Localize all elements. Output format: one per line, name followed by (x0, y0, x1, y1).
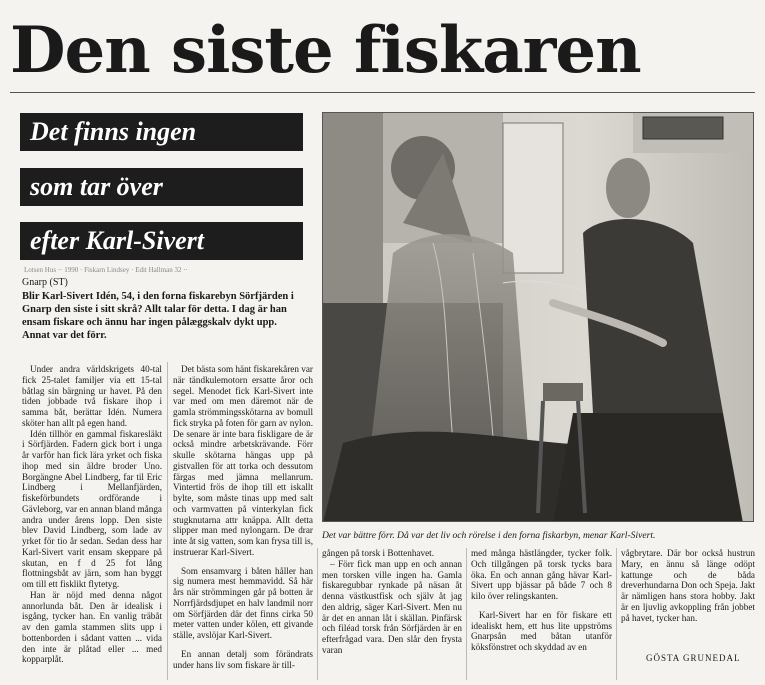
photo-fisherman-net-icon (323, 113, 754, 522)
paragraph: med många hästlängder, tycker folk. Och tillgången på torsk tycks bara öka. En och annan gång hävar Karl-Sivert upp bjässar på både 7 och 8 kilo över relingskanten. (471, 548, 612, 601)
paragraph: Karl-Sivert har en för fiskare ett idealiskt hem, ett hus lite uppströms Gnarpsån med båtan utanför köksfönstret och skyddad av en (471, 609, 612, 652)
photo-fisherman-net (322, 112, 754, 522)
subheadline-line-2: som tar över (20, 168, 303, 206)
paragraph: vågbrytare. Där bor också hustrun Mary, en ännu så länge odöpt kattunge och de båda dreverhundarna Don och Speja. Jakt är nämligen hans stora hobby. Jakt är en ljuvlig avkoppling från jobbet på havet, tycker han. (621, 548, 755, 623)
body-column-4 (471, 548, 612, 680)
header-rule (10, 92, 755, 93)
subheadline-line-3: efter Karl-Sivert (20, 222, 303, 260)
paragraph: Idén tillhör en gammal fiskaresläkt i Sörfjärden. Fadern gick bort i unga år varför han fick lära yrket och fiska ihop med sin äldre broder Uno. Borgängne Abel Lindberg, far til Eric Lindberg i Mellanfjärden, fiskeförbundets ordförande i Gävleborg, var en annan bland många andra under årens lopp. Den siste blev David Lindberg, som lade av yrket för tio år sedan. Sedan dess har Karl-Sivert varit ensam skeppare på skutan, en f d 25 fot lång flottningsbåt av järn, som han byggt om till ett fisklikt flytetyg. (22, 428, 162, 589)
author-signature: GÖSTA GRUNEDAL (646, 653, 741, 663)
photo-caption: Det var bättre förr. Då var det liv och rörelse i den forna fiskarbyn, menar Karl-Sivert. (322, 530, 656, 541)
column-divider (167, 362, 168, 680)
column-divider (616, 548, 617, 680)
paragraph: Under andra världskrigets 40-tal fick 25-talet familjer via ett 15-tal båtlag sin bärgning ur havet. På den tiden jobbade två fiskare ihop i samma båt, berättar Idén. Numera sköter han allt på egen hand. (22, 364, 162, 428)
byline: Gnarp (ST) (22, 277, 68, 288)
lead-paragraph: Blir Karl-Sivert Idén, 54, i den forna fiskarebyn Sörfjärden i Gnarp den siste i sitt skrå? Allt talar för detta. I dag är han ensam fiskare och ännu har ingen pålæggskalv dykt upp. Annat var det förr. (22, 291, 294, 341)
paragraph: Som ensamvarg i båten håller han sig numera mest hemmavidd. Så här års när strömmingen går på botten är Norrfjärdsdjupet en halv landmil norr om Sörfjärden där det finns cirka 50 meter vatten under kölen, ett givande ställe, avslöjar Karl-Sivert. (173, 565, 313, 640)
body-column-1 (22, 364, 162, 680)
headline: Den siste fiskaren (10, 13, 641, 88)
column-divider (317, 548, 318, 680)
body-column-3 (322, 548, 462, 680)
subheadline-line-1: Det finns ingen (20, 113, 303, 151)
paragraph: gången på torsk i Bottenhavet. (322, 548, 435, 558)
paragraph: En annan detalj som förändrats under hans liv som fiskare är till- (173, 648, 313, 670)
clipping-stub: Lotsen Hus ·· 1990 · Fiskarn Lindsey · Edit Hallman 32 ·· (24, 266, 188, 274)
body-column-5 (621, 548, 755, 648)
paragraph: – Förr fick man upp en och annan men torsken ville ingen ha. Gamla fiskaregubbar rynkade på näsan åt denna västkustfisk och själv åt jag den aldrig, säger Karl-Sivert. Men nu är det en annan låt i skällan. Pinfärsk och filéad torsk från Sörfjärden är en efterfrågad vara. Den slår den frysta varan (322, 558, 462, 655)
body-column-2 (173, 364, 313, 680)
column-divider (466, 548, 467, 680)
paragraph: Det bästa som hänt fiskarekåren var när tändkulemotorn ersatte åror och segel. Menodet fick Karl-Sivert inte var med om men däremot när de gamla strömmingsskötarna av bomull fick stryka på foten för garn av nylon. De senare är inte bara fiskligare de är också mindre arbetskrävande. Förr skulle skötarna hängas upp på gistvallen för att torka och dessutom färgas med jämna mellanrum. Vintertid frös de ihop till ett iskallt bylte, som måste tinas upp med salt och varmvatten på vinterkylan fick stugknutarna attr knäppa. Allt detta slipper man med nylongarn. De drar inte åt sig vatten, som kan frysa till is, instruerar Karl-Sivert. (173, 364, 313, 557)
paragraph: Han är nöjd med denna något annorlunda båt. Den är idealisk i isgång, tycker han. En vanlig träbåt av den gamla stammen slits upp i bottenborden i sådant vatten ... vida den inte är plåtad eller ... med kopparplåt. (22, 589, 162, 665)
